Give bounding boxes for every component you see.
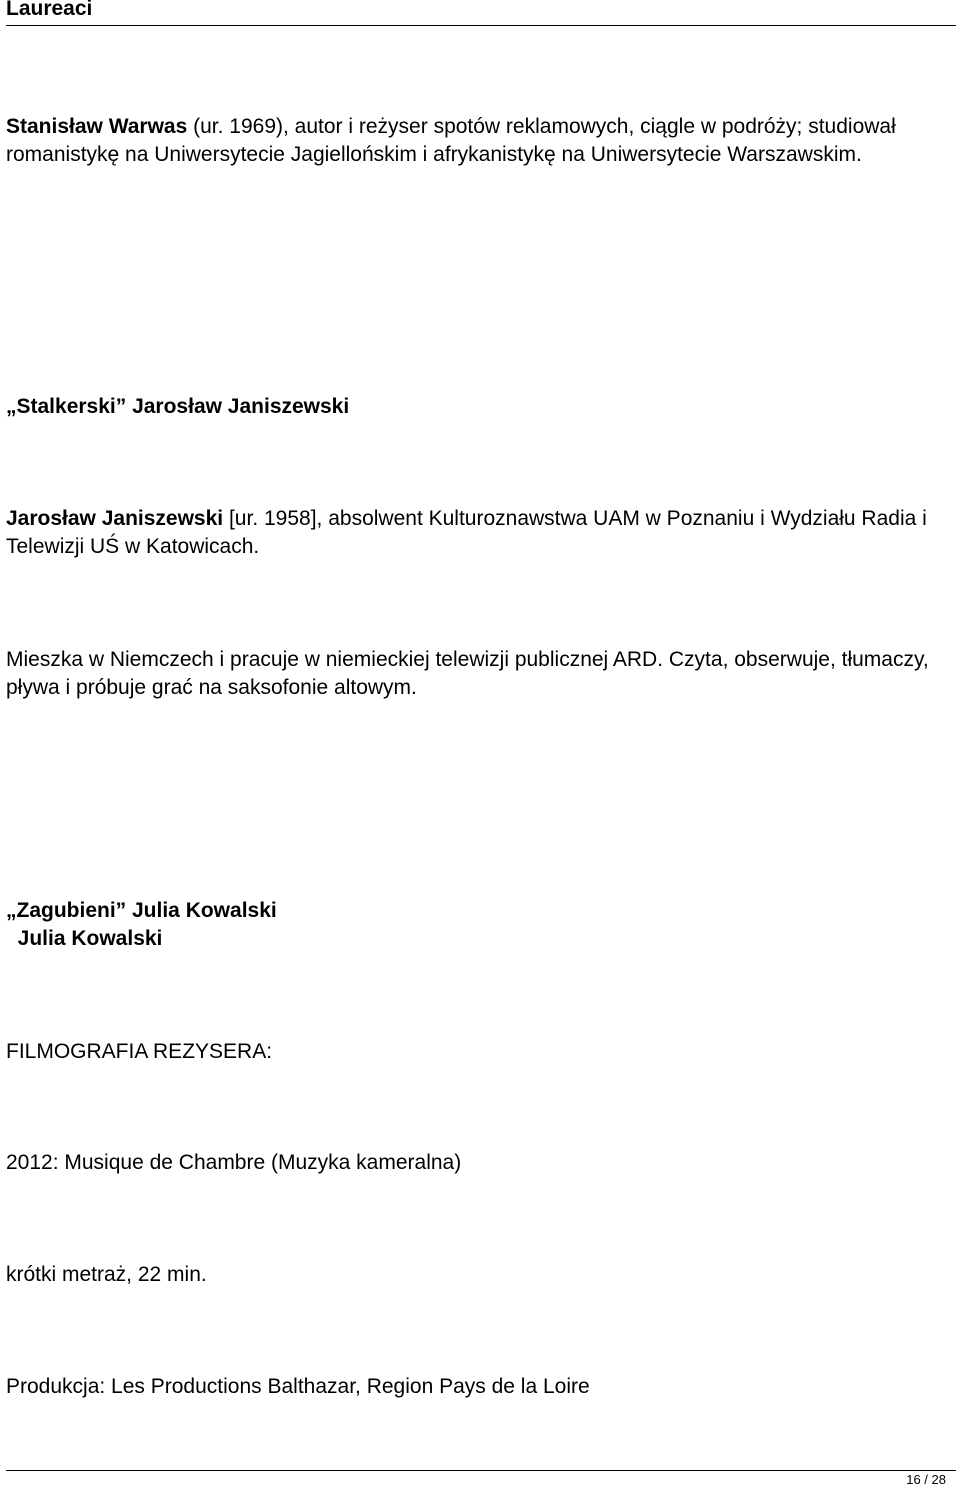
janiszewski-bio-continued: Mieszka w Niemczech i pracuje w niemieckiej telewizji publicznej ARD. Czyta, obserwuje, tłumaczy, pływa i próbuje grać na saksofonie altowym. [6, 648, 929, 699]
footer-divider [6, 1470, 956, 1471]
zagubieni-title: „Zagubieni” Julia Kowalski [6, 899, 277, 922]
warwas-bio-text: (ur. 1969), autor i reżyser spotów reklamowych, ciągle w podróży; studiował romanistykę na Uniwersytecie Jagiellońskim i afrykanistykę na Uniwersytecie Warszawskim. [6, 115, 896, 166]
stalkerski-title: „Stalkerski” Jarosław Janiszewski [6, 395, 350, 418]
page-header-title: Laureaci [6, 0, 93, 20]
page-number: 16 / 28 [906, 1472, 946, 1487]
warwas-bio [6, 113, 951, 169]
film-entry: 2012: Musique de Chambre (Muzyka kameralna) [6, 1151, 462, 1174]
filmography-heading: FILMOGRAFIA REZYSERA: [6, 1040, 273, 1063]
film-format: krótki metraż, 22 min. [6, 1263, 207, 1286]
film-production: Produkcja: Les Productions Balthazar, Region Pays de la Loire [6, 1375, 590, 1398]
janiszewski-bio [6, 505, 951, 561]
janiszewski-bio-text: [ur. 1958], absolwent Kulturoznawstwa UAM w Poznaniu i Wydziału Radia i Telewizji UŚ w Katowicach. [6, 507, 927, 558]
warwas-name: Stanisław Warwas [6, 115, 188, 138]
kowalski-name: Julia Kowalski [6, 927, 163, 950]
header-divider [6, 25, 956, 26]
janiszewski-name: Jarosław Janiszewski [6, 507, 224, 530]
